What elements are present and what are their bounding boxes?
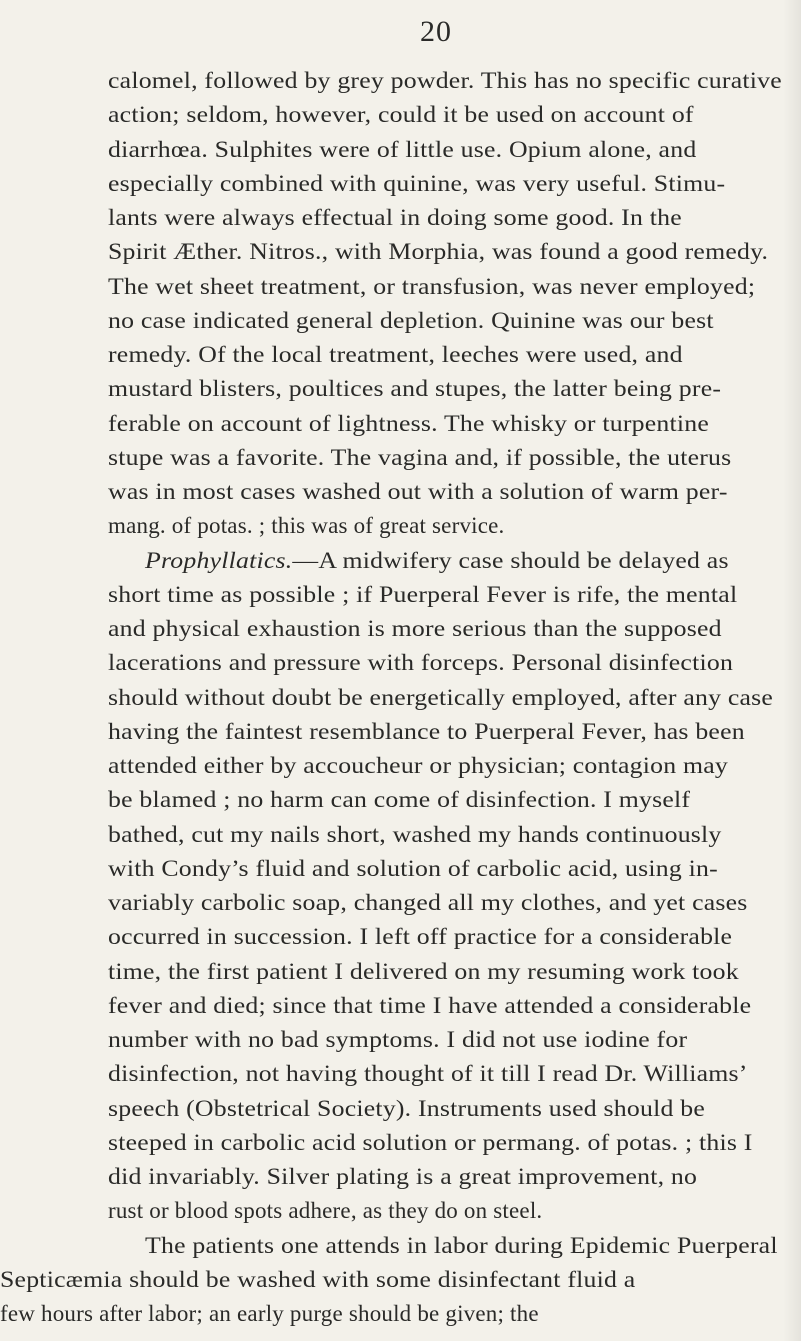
- text-line: ferable on account of lightness. The whisky or turpentine: [108, 410, 710, 436]
- text-line: Prophyllatics.—A midwifery case should be delayed as: [145, 547, 729, 573]
- text-line: attended either by accoucheur or physician; contagion may: [108, 753, 729, 778]
- text-line: steeped in carbolic acid solution or permang. of potas. ; this I: [108, 1129, 753, 1155]
- text-line: The patients one attends in labor during Epidemic Puerperal: [145, 1232, 778, 1258]
- text-line: Septicæmia should be washed with some disinfectant fluid a: [0, 1266, 636, 1292]
- text-line: be blamed ; no harm can come of disinfection. I myself: [108, 787, 691, 813]
- text-line: mustard blisters, poultices and stupes, the latter being pre-: [108, 376, 722, 402]
- text-line: bathed, cut my nails short, washed my hands continuously: [108, 821, 722, 847]
- text-line: no case indicated general depletion. Quinine was our best: [108, 307, 714, 333]
- text-line: lacerations and pressure with forceps. Personal disinfection: [108, 650, 734, 676]
- text-line: lants were always effectual in doing some good. In the: [108, 205, 682, 230]
- text-line: occurred in succession. I left off practice for a considerable: [108, 924, 733, 950]
- text-line: variably carbolic soap, changed all my clothes, and yet cases: [108, 890, 748, 915]
- text-line: stupe was a favorite. The vagina and, if possible, the uterus: [108, 444, 732, 470]
- text-line: action; seldom, however, could it be used on account of: [108, 102, 694, 128]
- text-line: time, the first patient I delivered on my resuming work took: [108, 958, 739, 984]
- text-line: rust or blood spots adhere, as they do on steel.: [108, 1198, 543, 1224]
- page-number: 20: [420, 15, 452, 48]
- text-line: and physical exhaustion is more serious than the supposed: [108, 616, 722, 641]
- text-line: did invariably. Silver plating is a great improvement, no: [108, 1164, 698, 1189]
- text-line: with Condy’s fluid and solution of carbolic acid, using in-: [108, 855, 718, 881]
- text-line: especially combined with quinine, was very useful. Stimu-: [108, 170, 726, 196]
- text-line: was in most cases washed out with a solution of warm per-: [108, 479, 728, 504]
- text-line: diarrhœa. Sulphites were of little use. Opium alone, and: [108, 136, 697, 162]
- text-line: calomel, followed by grey powder. This has no specific curative: [108, 68, 782, 93]
- text-line: number with no bad symptoms. I did not use iodine for: [108, 1027, 688, 1052]
- text-line: having the faintest resemblance to Puerperal Fever, has been: [108, 718, 745, 744]
- page-edge-shadow: [783, 0, 801, 1341]
- text-line: should without doubt be energetically employed, after any case: [108, 684, 774, 710]
- text-line: mang. of potas. ; this was of great service.: [108, 513, 505, 539]
- text-line: short time as possible ; if Puerperal Fever is rife, the mental: [108, 581, 738, 607]
- text-line: The wet sheet treatment, or transfusion, was never employed;: [108, 273, 756, 299]
- text-line: Spirit Æther. Nitros., with Morphia, was found a good remedy.: [108, 239, 769, 265]
- text-line: speech (Obstetrical Society). Instruments used should be: [108, 1095, 706, 1121]
- text-line: disinfection, not having thought of it till I read Dr. Williams’: [108, 1061, 748, 1087]
- text-line: fever and died; since that time I have attended a considerable: [108, 992, 752, 1018]
- text-line: few hours after labor; an early purge should be given; the: [0, 1301, 539, 1326]
- text-line: remedy. Of the local treatment, leeches were used, and: [108, 342, 683, 367]
- section-heading: Prophyllatics.: [145, 547, 293, 573]
